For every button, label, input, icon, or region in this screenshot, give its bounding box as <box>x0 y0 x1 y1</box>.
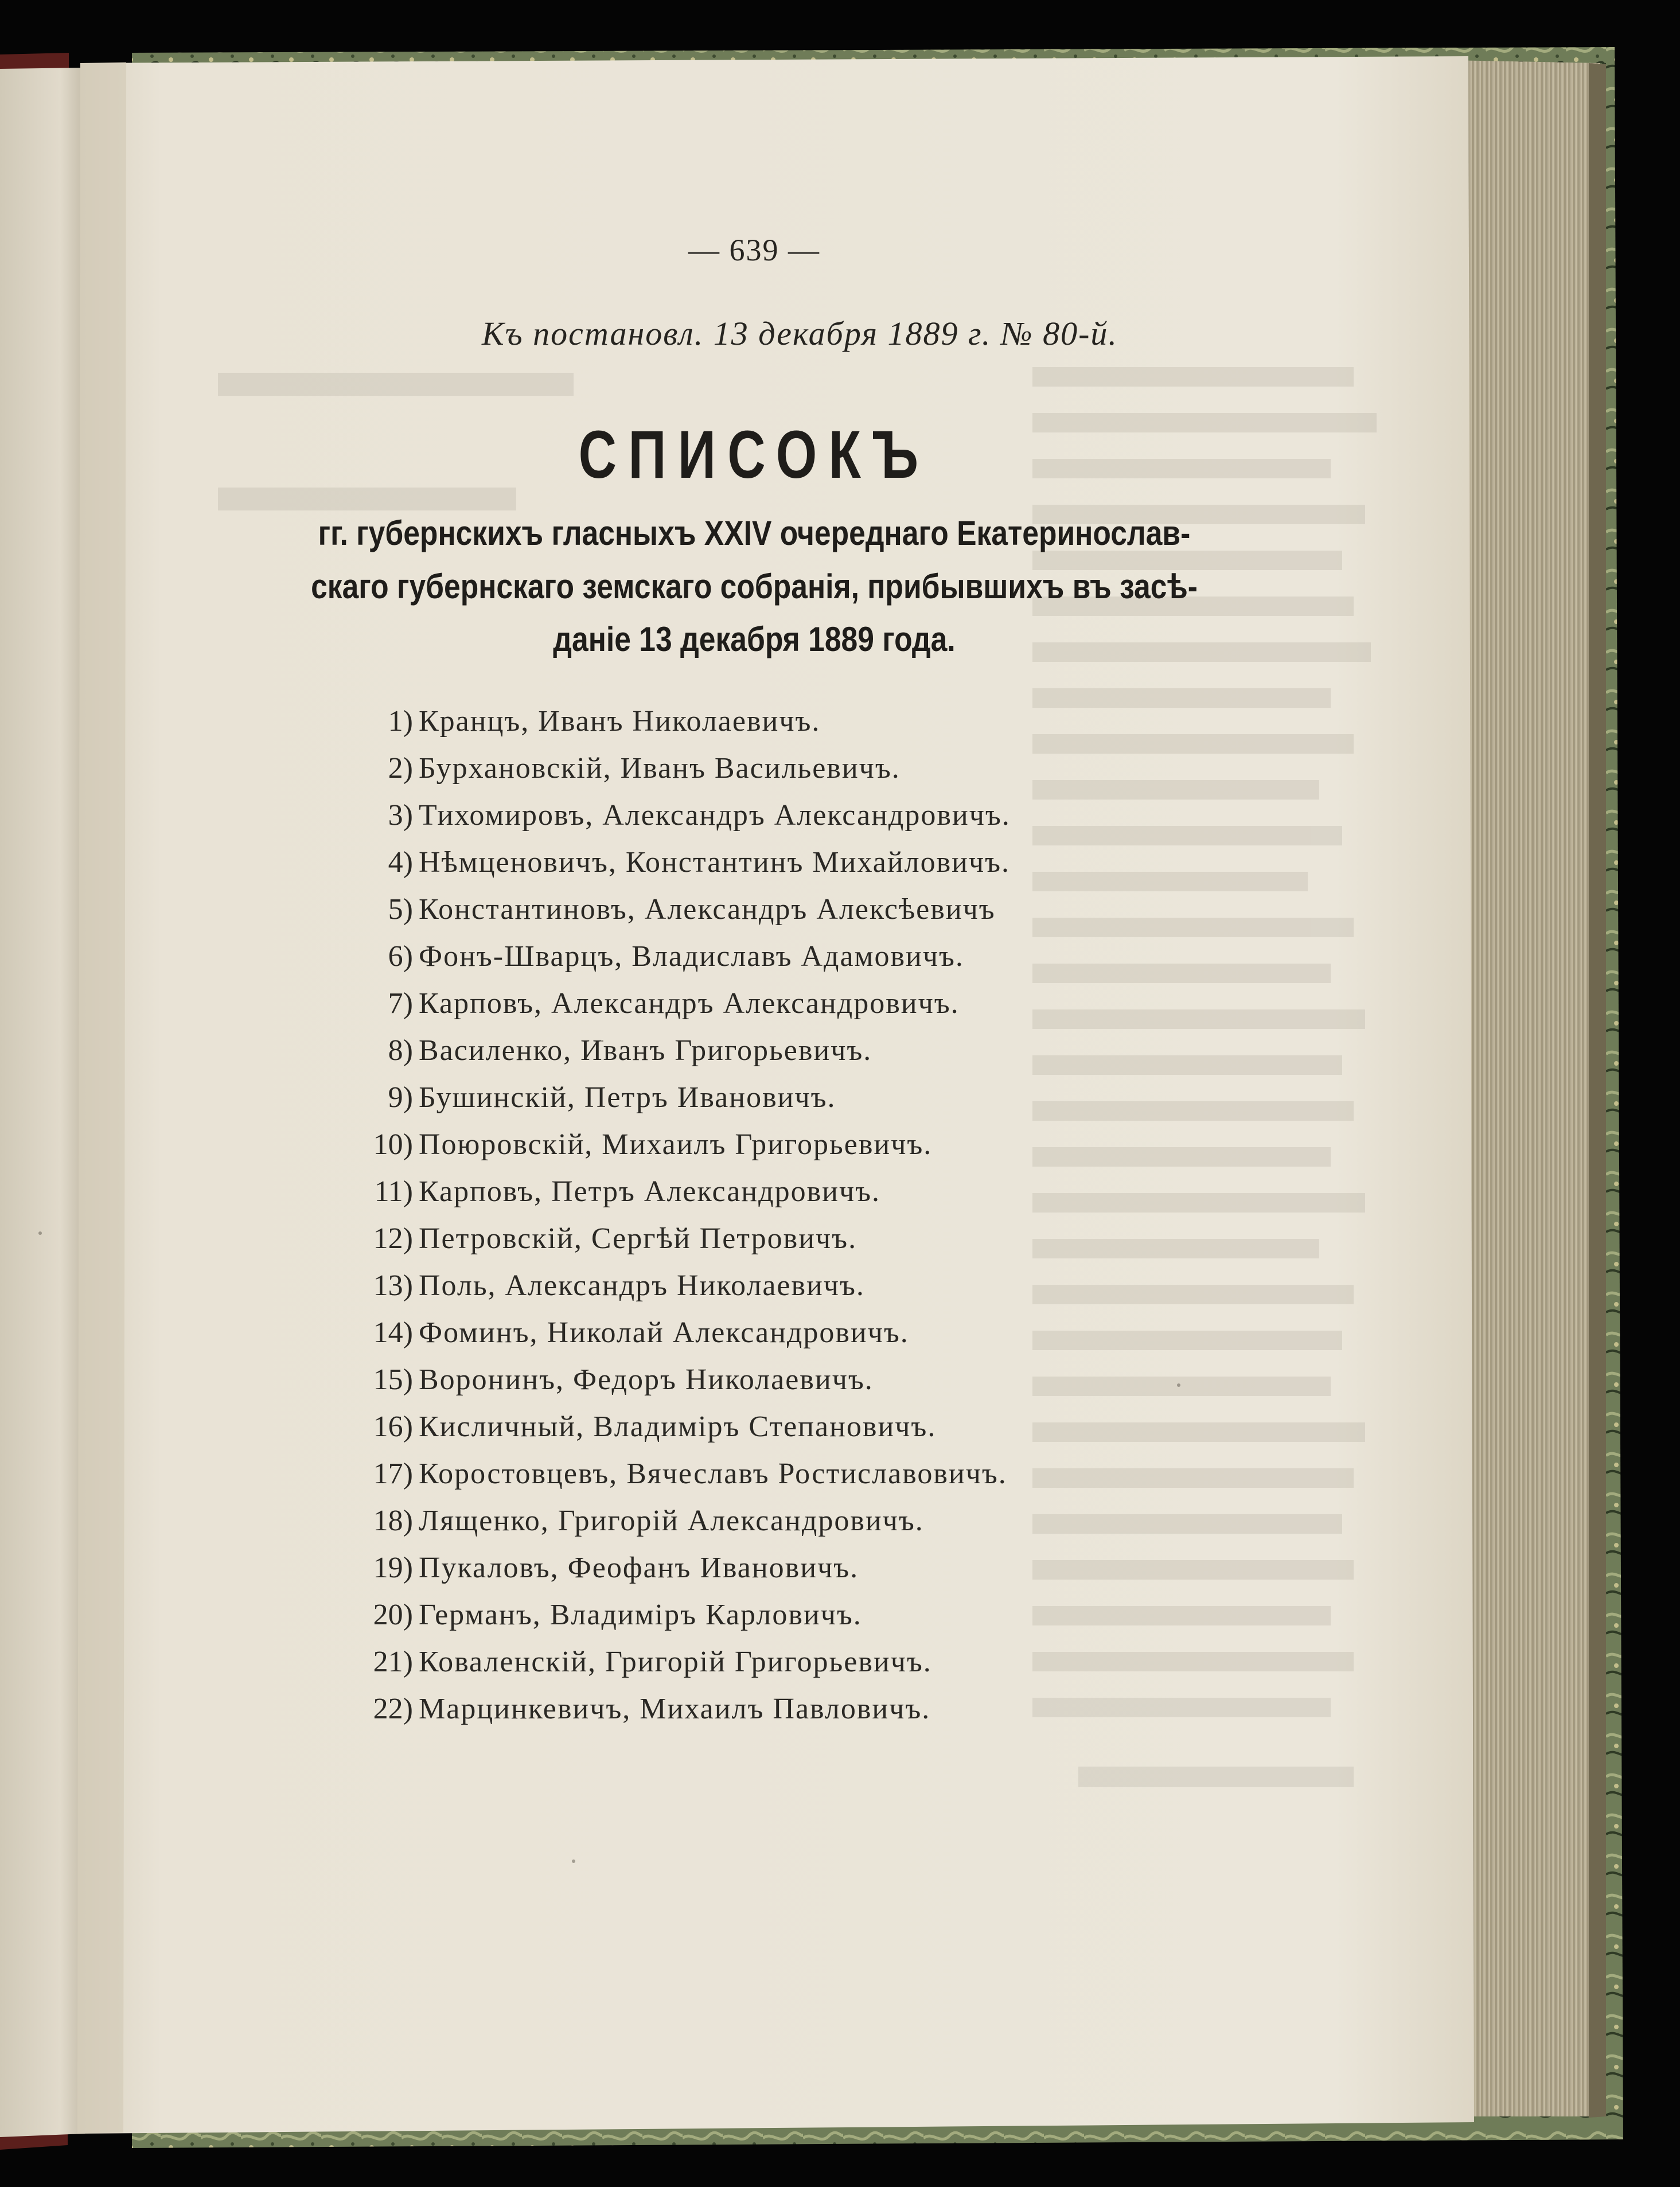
subtitle-line-1: гг. губернскихъ гласныхъ XXIV очереднаго Екатеринослав- <box>318 514 1191 552</box>
list-item-number: 8) <box>388 1034 413 1067</box>
list-item-number: 20) <box>373 1599 413 1631</box>
list-item-name: Лященко, Григорій Александровичъ. <box>419 1504 924 1537</box>
list-item-name: Константиновъ, Александръ Алексѣевичъ <box>419 893 996 926</box>
list-item-number: 22) <box>373 1693 413 1725</box>
list-item-number: 4) <box>388 846 413 879</box>
resolution-reference: Къ постановл. 13 декабря 1889 г. № 80-й. <box>482 315 1118 352</box>
list-item-number: 3) <box>388 799 413 832</box>
list-item-name: Коваленскій, Григорій Григорьевичъ. <box>419 1646 932 1678</box>
list-item-number: 6) <box>388 940 413 973</box>
list-item-name: Карповъ, Петръ Александровичъ. <box>419 1175 880 1208</box>
list-item-name: Фоминъ, Николай Александровичъ. <box>419 1316 909 1349</box>
list-item-name: Германъ, Владиміръ Карловичъ. <box>419 1599 862 1631</box>
list-item-name: Тихомировъ, Александръ Александровичъ. <box>419 799 1011 832</box>
list-item-name: Воронинъ, Федоръ Николаевичъ. <box>419 1363 874 1396</box>
list-item-name: Пукаловъ, Феофанъ Ивановичъ. <box>419 1551 859 1584</box>
list-item-name: Нѣмценовичъ, Константинъ Михайловичъ. <box>419 846 1011 879</box>
list-item-number: 10) <box>373 1128 413 1161</box>
document-title: СПИСОКЪ <box>578 417 930 493</box>
list-item-name: Фонъ-Шварцъ, Владиславъ Адамовичъ. <box>419 940 964 973</box>
list-item-name: Коростовцевъ, Вячеславъ Ростиславовичъ. <box>419 1457 1007 1490</box>
list-item-number: 7) <box>388 987 413 1020</box>
list-item-name: Бушинскій, Петръ Ивановичъ. <box>419 1081 836 1114</box>
list-item-number: 15) <box>373 1363 413 1396</box>
list-item-number: 5) <box>388 893 413 926</box>
list-item-number: 1) <box>388 705 413 738</box>
list-item-number: 2) <box>388 752 413 785</box>
subtitle-line-3: даніе 13 декабря 1889 года. <box>553 620 956 658</box>
list-item-number: 11) <box>374 1175 413 1208</box>
list-item-number: 14) <box>373 1316 413 1349</box>
list-item-name: Кисличный, Владиміръ Степановичъ. <box>419 1410 937 1443</box>
list-item-number: 19) <box>373 1551 413 1584</box>
list-item-name: Кранцъ, Иванъ Николаевичъ. <box>419 705 821 738</box>
list-item-number: 17) <box>373 1457 413 1490</box>
list-item-name: Карповъ, Александръ Александровичъ. <box>419 987 960 1020</box>
left-page-edge <box>0 53 86 2150</box>
list-item-number: 16) <box>373 1410 413 1443</box>
list-item-name: Василенко, Иванъ Григорьевичъ. <box>419 1034 872 1067</box>
page-stack-edge <box>1451 60 1606 2118</box>
list-item-number: 21) <box>373 1646 413 1678</box>
list-item-number: 13) <box>373 1269 413 1302</box>
list-item-name: Марцинкевичъ, Михаилъ Павловичъ. <box>419 1693 931 1725</box>
list-item-name: Петровскій, Сергѣй Петровичъ. <box>419 1222 857 1255</box>
list-item-number: 18) <box>373 1504 413 1537</box>
page-number: — 639 — <box>688 233 820 267</box>
list-item-name: Поюровскій, Михаилъ Григорьевичъ. <box>419 1128 933 1161</box>
list-item-number: 12) <box>373 1222 413 1255</box>
list-item-name: Бурхановскій, Иванъ Васильевичъ. <box>419 752 901 785</box>
subtitle-line-2: скаго губернскаго земскаго собранія, прибывшихъ въ засѣ- <box>311 567 1198 606</box>
list-item-name: Поль, Александръ Николаевичъ. <box>419 1269 865 1302</box>
list-item-number: 9) <box>388 1081 413 1114</box>
